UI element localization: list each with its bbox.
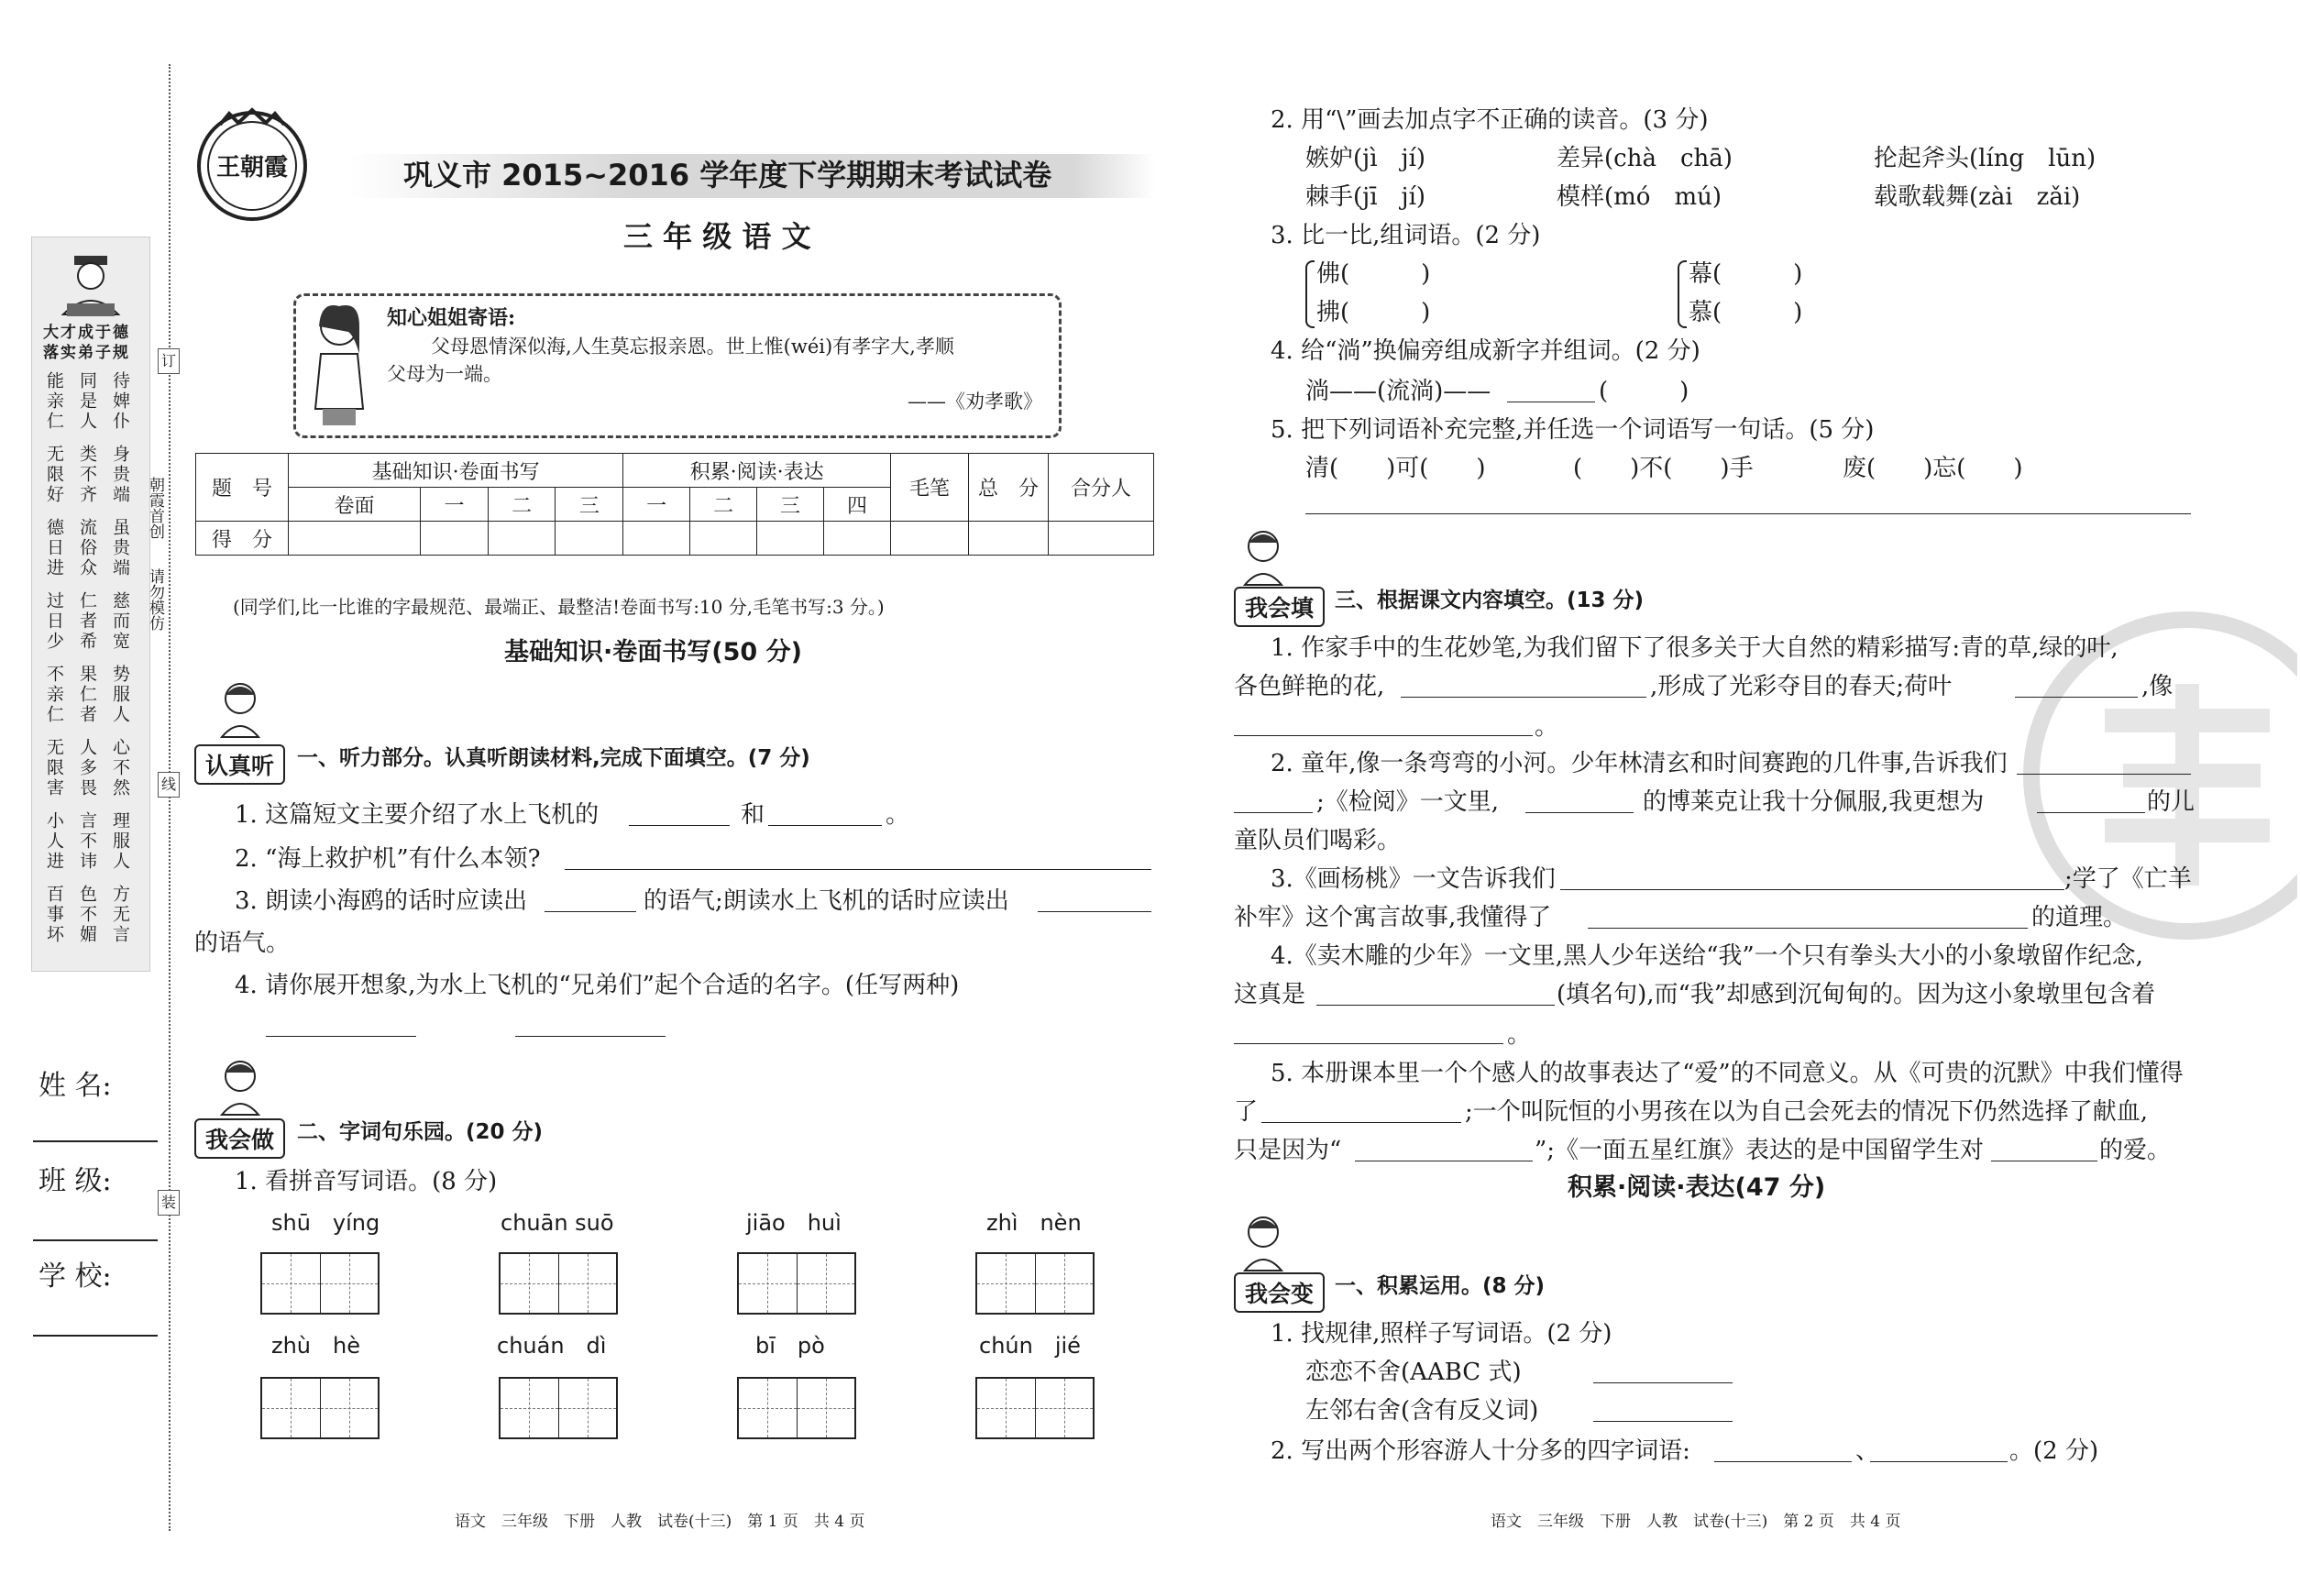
r-q2-option[interactable]: 嫉妒(jì jí) (1305, 145, 1426, 172)
answer-blank[interactable] (1525, 790, 1634, 813)
p3-4-a: 4.《卖木雕的少年》一文里,黑人少年送给“我”一个只有拳头大小的小象墩留作纪念, (1271, 942, 2143, 970)
score-row-label: 得 分 (196, 522, 289, 556)
r-q2-option[interactable]: 抡起斧头(líng lūn) (1874, 145, 2096, 172)
answer-blank[interactable] (1593, 1399, 1733, 1422)
advice-source: ——《劝孝歌》 (908, 391, 1042, 413)
brace-right (1678, 260, 1687, 328)
copyright-notice-1: 朝霞首创 (146, 477, 164, 539)
r-q2-option[interactable]: 棘手(jī jí) (1305, 183, 1426, 211)
pinyin-label: chuán dì (497, 1333, 607, 1359)
p4-2-text-a: 2. 写出两个形容游人十分多的四字词语: (1271, 1437, 1690, 1465)
p3-3-a: 3.《画杨桃》一文告诉我们 (1271, 865, 1556, 893)
score-cell[interactable] (556, 522, 623, 556)
q1-1-and: 和 (741, 801, 765, 829)
student-icon (213, 1056, 268, 1117)
pinyin-label: jiāo huì (746, 1210, 842, 1236)
score-cell[interactable] (488, 522, 556, 556)
score-cell[interactable] (1049, 522, 1154, 556)
poem-line: 人多畏 (77, 738, 97, 798)
q1-2-text: 2. “海上救护机”有什么本领? (235, 845, 541, 873)
answer-blank[interactable] (1038, 889, 1151, 912)
answer-blank[interactable] (1355, 1139, 1533, 1161)
school-label: 学 校: (39, 1260, 112, 1293)
advice-heading: 知心姐姐寄语: (387, 306, 516, 330)
answer-blank[interactable] (1234, 1021, 1503, 1044)
p3-3-b: ;学了《亡羊 (2064, 865, 2192, 893)
p4-2-text-b: 、 (1855, 1437, 1880, 1465)
answer-blank[interactable] (1234, 713, 1533, 736)
poem-line: 仁者希 (77, 591, 97, 652)
binding-mark-zhuang: 装 (158, 1190, 180, 1216)
writing-grid[interactable] (737, 1377, 856, 1439)
class-field[interactable] (33, 1239, 158, 1241)
writing-grid[interactable] (260, 1252, 380, 1315)
poem-line: 方无言 (110, 885, 130, 945)
p3-2-e: 童队员们喝彩。 (1234, 827, 1402, 854)
writing-grid[interactable] (737, 1252, 856, 1315)
writing-grid[interactable] (260, 1377, 380, 1439)
poem-line: 言不讳 (77, 811, 97, 872)
q1-3-text-a: 3. 朗读小海鸥的话时应读出 (235, 887, 528, 915)
p3-5-a: 5. 本册课本里一个个感人的故事表达了“爱”的不同意义。从《可贵的沉默》中我们懂得 (1271, 1060, 2184, 1087)
teacher-illustration (303, 299, 376, 429)
p3-5-e: ”;《一面五星红旗》表达的是中国留学生对 (1535, 1137, 1985, 1164)
part2-heading: 二、字词句乐园。(20 分) (297, 1120, 544, 1144)
score-col-r1: 一 (623, 488, 690, 522)
exam-title: 巩义市 2015~2016 学年度下学期期末考试试卷 (403, 158, 1052, 193)
score-cell[interactable] (969, 522, 1049, 556)
name-label: 姓 名: (39, 1070, 112, 1102)
poem-line: 身贵端 (110, 445, 130, 505)
answer-blank[interactable] (1316, 983, 1555, 1006)
poem-line: 无限害 (44, 738, 64, 798)
score-cell[interactable] (421, 522, 489, 556)
score-cell[interactable] (690, 522, 757, 556)
r-q2-text: 2. 用“\”画去加点字不正确的读音。(3 分) (1271, 106, 1709, 134)
scholar-illustration (54, 250, 127, 324)
r-q3-item[interactable]: 拂( ) (1316, 299, 1431, 326)
r-q2-option[interactable]: 模样(mó mú) (1557, 183, 1722, 211)
answer-blank[interactable] (1588, 906, 2028, 929)
exam-subtitle: 三 年 级 语 文 (623, 219, 811, 254)
class-label: 班 级: (39, 1165, 112, 1197)
r-q3-item[interactable]: 慕( ) (1689, 299, 1803, 326)
score-col-b3: 三 (556, 488, 623, 522)
writing-grid[interactable] (975, 1377, 1095, 1439)
pinyin-label: zhù hè (271, 1333, 360, 1359)
p3-4-d: 。 (1507, 1021, 1532, 1049)
score-header-total: 总 分 (969, 454, 1049, 522)
pinyin-label: chún jié (979, 1333, 1081, 1359)
copyright-notice-2: 请勿模仿 (146, 568, 164, 631)
poem-line: 心不然 (110, 738, 130, 798)
answer-blank[interactable] (1714, 1439, 1852, 1462)
q1-3-text-c: 的语气。 (194, 930, 291, 957)
poem-line: 不亲仁 (44, 665, 64, 725)
advice-line-2: 父母为一端。 (387, 363, 502, 385)
p3-2-d: 的儿 (2147, 788, 2195, 816)
score-cell[interactable] (824, 522, 891, 556)
answer-line[interactable] (1305, 513, 2191, 514)
p3-5-d: 只是因为“ (1234, 1137, 1342, 1164)
binding-mark-ding: 订 (158, 348, 180, 374)
answer-blank[interactable] (1234, 790, 1313, 813)
score-cell[interactable] (623, 522, 690, 556)
score-header-checker: 合分人 (1049, 454, 1154, 522)
poem-line: 小人进 (44, 811, 64, 872)
student-icon (213, 678, 268, 739)
side-motto-panel (31, 237, 150, 972)
answer-blank[interactable] (266, 1014, 416, 1037)
answer-blank[interactable] (1870, 1439, 2008, 1462)
score-header-basic: 基础知识·卷面书写 (289, 454, 623, 488)
brace-left (1305, 260, 1315, 328)
score-header-number: 题 号 (196, 454, 289, 522)
r-q3-item[interactable]: 佛( ) (1316, 260, 1431, 288)
p3-1-c: ,形成了光彩夺目的春天;荷叶 (1650, 673, 1953, 700)
answer-blank[interactable] (1401, 675, 1646, 698)
answer-blank[interactable] (2015, 675, 2138, 698)
motto-line-2: 落实弟子规 (43, 344, 130, 362)
r-q4-text: 4. 给“淌”换偏旁组成新字并组词。(2 分) (1271, 337, 1700, 365)
score-col-b1: 一 (421, 488, 489, 522)
score-col-r3: 三 (757, 488, 824, 522)
answer-blank[interactable] (515, 1014, 666, 1037)
poem-line: 势服人 (110, 665, 130, 725)
r-q4-line: 淌——(流淌)—— (1305, 378, 1491, 405)
r-q5-item[interactable]: 清( )可( ) (1305, 455, 1486, 482)
publisher-logo-text: 王朝霞 (216, 154, 289, 182)
r-q2-option[interactable]: 差异(chà chā) (1557, 145, 1733, 172)
poem-line: 果仁者 (77, 665, 97, 725)
score-header-brush: 毛笔 (891, 454, 969, 522)
part1-heading: 一、听力部分。认真听朗读材料,完成下面填空。(7 分) (297, 746, 810, 770)
p3-3-c: 补牢》这个寓言故事,我懂得了 (1234, 904, 1552, 931)
poem-line: 无限好 (44, 445, 64, 505)
poem-line: 待婢仆 (110, 371, 130, 432)
p3-5-c: ;一个叫阮恒的小男孩在以为自己会死去的情况下仍然选择了献血, (1465, 1098, 2149, 1126)
writing-tip: (同学们,比一比谁的字最规范、最端正、最整洁!卷面书写:10 分,毛笔书写:3 分。) (233, 596, 885, 618)
poem-line: 能亲仁 (44, 371, 64, 432)
part4-heading: 一、积累运用。(8 分) (1335, 1274, 1546, 1298)
binding-line (169, 64, 171, 1531)
poem-line: 慈而宽 (110, 591, 130, 652)
answer-blank[interactable] (545, 889, 636, 912)
poem-line: 类不齐 (77, 445, 97, 505)
p3-2-b: ;《检阅》一文里, (1316, 788, 1500, 816)
poem-line: 百事坏 (44, 885, 64, 945)
r-q3-text: 3. 比一比,组词语。(2 分) (1271, 222, 1541, 249)
poem-line: 色不媚 (77, 885, 97, 945)
binding-mark-xian: 线 (158, 772, 180, 798)
disciple-rules-poem (45, 371, 146, 958)
p3-5-f: 的爱。 (2099, 1137, 2172, 1164)
name-field[interactable] (33, 1140, 158, 1142)
badge-change: 我会变 (1234, 1272, 1325, 1313)
r-q2-option[interactable]: 载歌载舞(zài zǎi) (1874, 183, 2081, 211)
answer-blank[interactable] (1507, 380, 1595, 402)
motto-line-1: 大才成于德 (43, 324, 130, 342)
answer-blank[interactable] (565, 847, 1151, 870)
score-cell[interactable] (891, 522, 969, 556)
badge-fill: 我会填 (1234, 587, 1325, 627)
poem-line: 虽贵端 (110, 518, 130, 578)
r-q5-item[interactable]: 废( )忘( ) (1843, 455, 2023, 482)
answer-blank[interactable] (629, 803, 730, 826)
score-table (195, 453, 1154, 556)
p4-2-text-c: 。(2 分) (2009, 1437, 2099, 1465)
p3-4-b: 这真是 (1234, 981, 1306, 1008)
answer-blank[interactable] (2017, 752, 2191, 775)
section-reading-heading: 积累·阅读·表达(47 分) (1568, 1173, 1826, 1202)
writing-grid[interactable] (499, 1252, 618, 1315)
part3-heading: 三、根据课文内容填空。(13 分) (1335, 589, 1645, 612)
answer-blank[interactable] (1560, 867, 2064, 890)
p4-1-example-a: 恋恋不舍(AABC 式) (1305, 1359, 1522, 1386)
student-icon (1236, 526, 1291, 587)
answer-blank[interactable] (2037, 790, 2145, 813)
score-cell[interactable] (757, 522, 824, 556)
poem-line: 理服人 (110, 811, 130, 872)
q1-1-end: 。 (886, 801, 910, 829)
score-col-paper: 卷面 (289, 488, 421, 522)
p3-1-e: 。 (1535, 713, 1559, 741)
poem-line: 流俗众 (77, 518, 97, 578)
score-col-r4: 四 (824, 488, 891, 522)
footer-left: 语文 三年级 下册 人教 试卷(十三) 第 1 页 共 4 页 (455, 1513, 865, 1531)
badge-listen: 认真听 (194, 744, 285, 785)
pinyin-label: zhì nèn (986, 1210, 1082, 1236)
pinyin-label: shū yíng (271, 1210, 380, 1236)
answer-blank[interactable] (768, 803, 882, 826)
p3-4-c: (填名句),而“我”却感到沉甸甸的。因为这小象墩里包含着 (1557, 981, 2156, 1008)
score-cell[interactable] (289, 522, 421, 556)
score-col-b2: 二 (488, 488, 556, 522)
p3-1-a: 1. 作家手中的生花妙笔,为我们留下了很多关于大自然的精彩描写:青的草,绿的叶, (1271, 634, 2118, 662)
r-q4-paren[interactable]: ( ) (1599, 378, 1689, 405)
badge-do: 我会做 (194, 1118, 285, 1159)
r-q3-item[interactable]: 幕( ) (1689, 260, 1803, 288)
section-basic-heading: 基础知识·卷面书写(50 分) (504, 638, 802, 666)
p3-3-d: 的道理。 (2031, 904, 2128, 931)
pinyin-label: chuān suō (501, 1210, 614, 1236)
poem-line: 同是人 (77, 371, 97, 432)
p4-1-example-b: 左邻右舍(含有反义词) (1305, 1397, 1539, 1425)
writing-grid[interactable] (499, 1377, 618, 1439)
score-header-reading: 积累·阅读·表达 (623, 454, 891, 488)
writing-grid[interactable] (975, 1252, 1095, 1315)
answer-blank[interactable] (1991, 1139, 2097, 1161)
q2-1-text: 1. 看拼音写词语。(8 分) (235, 1168, 498, 1195)
poem-line: 过日少 (44, 591, 64, 652)
q1-4-text: 4. 请你展开想象,为水上飞机的“兄弟们”起个合适的名字。(任写两种) (235, 972, 960, 999)
poem-line: 德日进 (44, 518, 64, 578)
p3-1-d: ,像 (2141, 673, 2173, 700)
q1-3-text-b: 的语气;朗读水上飞机的话时应读出 (644, 887, 1009, 915)
student-icon (1236, 1212, 1291, 1272)
pinyin-label: bī pò (755, 1333, 825, 1359)
q1-1-text: 1. 这篇短文主要介绍了水上飞机的 (235, 801, 600, 829)
p4-1-text: 1. 找规律,照样子写词语。(2 分) (1271, 1320, 1612, 1348)
answer-blank[interactable] (1261, 1100, 1461, 1123)
advice-line-1: 父母恩情深似海,人生莫忘报亲恩。世上惟(wéi)有孝字大,孝顺 (431, 336, 954, 358)
footer-right: 语文 三年级 下册 人教 试卷(十三) 第 2 页 共 4 页 (1491, 1513, 1901, 1531)
p3-2-c: 的博莱克让我十分佩服,我更想为 (1643, 788, 1985, 816)
p3-5-b: 了 (1234, 1098, 1259, 1126)
school-field[interactable] (33, 1335, 158, 1337)
score-col-r2: 二 (690, 488, 757, 522)
r-q5-text: 5. 把下列词语补充完整,并任选一个词语写一句话。(5 分) (1271, 416, 1875, 444)
p3-1-b: 各色鲜艳的花, (1234, 673, 1385, 700)
answer-blank[interactable] (1593, 1360, 1733, 1383)
r-q5-item[interactable]: ( )不( )手 (1573, 455, 1754, 482)
p3-2-a: 2. 童年,像一条弯弯的小河。少年林清玄和时间赛跑的几件事,告诉我们 (1271, 750, 2008, 777)
